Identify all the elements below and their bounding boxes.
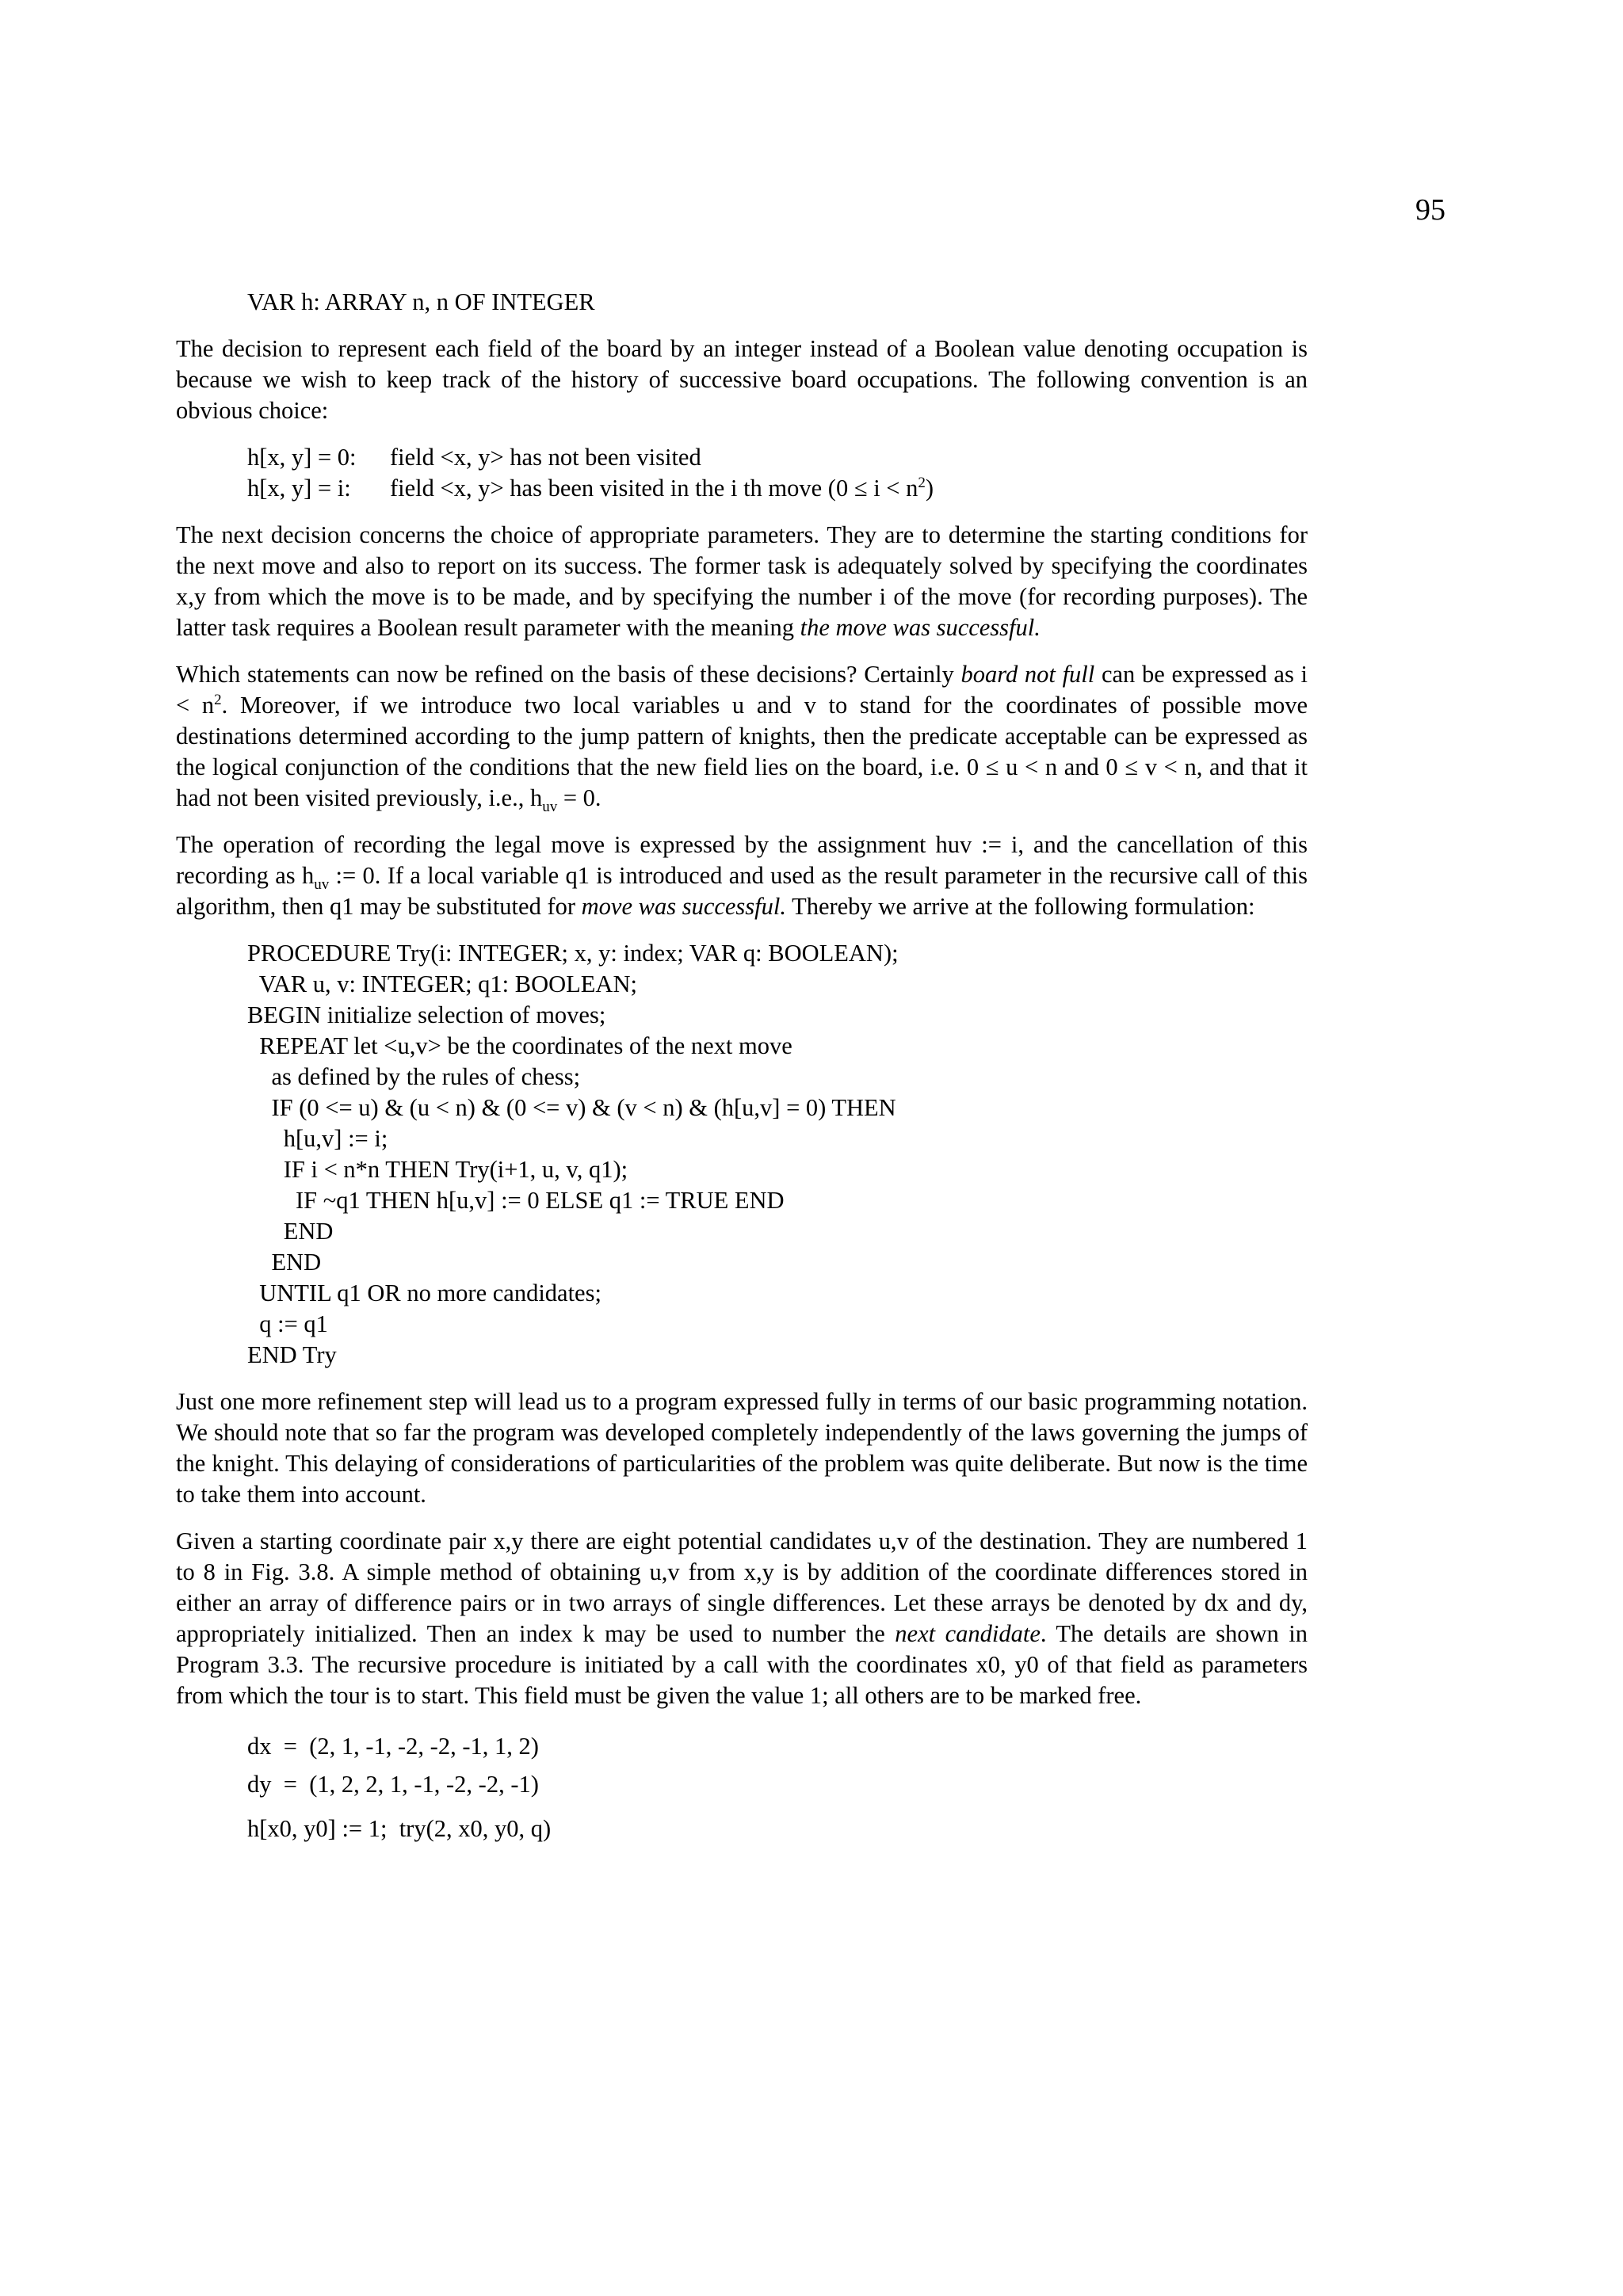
text-run: The next decision concerns the choice of appropriate parameters. They are to determine the starting conditions for the next move and also to report on its success. The former task is adequately solved by specifying the coordinates x,y from which the move is to be made, and by specifying the number i of the move (for recording purposes). The latter task requires a Boolean result parameter with the meaning xyxy=(176,521,1308,641)
text-run: The operation of recording the legal move is expressed by the assignment huv := i, and the cancellation of this recording as h xyxy=(176,831,1308,889)
dy-array: dy = (1, 2, 2, 1, -1, -2, -2, -1) xyxy=(247,1771,539,1798)
convention-list xyxy=(176,442,1308,504)
code-line: IF ~q1 THEN h[u,v] := 0 ELSE q1 := TRUE END xyxy=(247,1187,785,1214)
paragraph-parameters xyxy=(176,520,1308,643)
code-line: UNTIL q1 OR no more candidates; xyxy=(247,1280,601,1306)
text-run: . Moreover, if we introduce two local variables u and v to stand for the coordinates of possible move destinations determined according to the jump pattern of knights, then the predicate acceptable can be expressed as the logical conjunction of the conditions that the new field lies on the board, i.e. 0 ≤ u < n and 0 ≤ v < n, and that it had not been visited previously, i.e., h xyxy=(176,692,1308,811)
code-line: END xyxy=(247,1218,334,1245)
text-run: Given a starting coordinate pair x,y there are eight potential candidates u,v of the destination. They are numbered 1 to 8 in Fig. 3.8. A simple method of obtaining u,v from x,y is by addition of the coordinate differences stored in either an array of difference pairs or in two arrays of single differences. Let these arrays be denoted by dx and dy, appropriately initialized. Then an index k may be used to number the xyxy=(176,1527,1308,1647)
text-run: can be expressed as i < n xyxy=(176,661,1308,719)
code-line: BEGIN initialize selection of moves; xyxy=(247,1001,606,1028)
code-line: h[u,v] := i; xyxy=(247,1125,388,1152)
convention-lhs: h[x, y] = i: xyxy=(247,475,351,502)
init-call: h[x0, y0] := 1; try(2, x0, y0, q) xyxy=(247,1815,552,1842)
code-line: END xyxy=(247,1249,322,1276)
convention-row xyxy=(247,473,1308,504)
code-line: IF (0 <= u) & (u < n) & (0 <= v) & (v < n) & (h[u,v] = 0) THEN xyxy=(247,1094,896,1121)
code-block xyxy=(176,938,1308,1371)
dx-array: dx = (2, 1, -1, -2, -2, -1, 1, 2) xyxy=(247,1733,539,1760)
code-line: PROCEDURE Try(i: INTEGER; x, y: index; VAR q: BOOLEAN); xyxy=(247,940,899,967)
text-run: Which statements can now be refined on the basis of these decisions? Certainly xyxy=(176,661,961,688)
code-line: q := q1 xyxy=(247,1310,328,1337)
page-content xyxy=(176,287,1308,1848)
page-number: 95 xyxy=(1415,193,1445,227)
code-line: REPEAT let <u,v> be the coordinates of the next move xyxy=(247,1032,792,1059)
superscript: 2 xyxy=(918,474,926,491)
subscript: uv xyxy=(314,876,330,894)
italic-text: next candidate xyxy=(895,1620,1041,1647)
text-run: := 0. If a local variable q1 is introduced and used as the result parameter in the recursive call of this algorithm, then q1 may be substituted for xyxy=(176,862,1308,920)
convention-rhs-text: field <x, y> has been visited in the i th move (0 ≤ i < n xyxy=(390,475,918,502)
paragraph-refinement xyxy=(176,659,1308,814)
code-line: IF i < n*n THEN Try(i+1, u, v, q1); xyxy=(247,1156,628,1183)
array-declaration: VAR h: ARRAY n, n OF INTEGER xyxy=(247,288,595,315)
difference-arrays xyxy=(176,1727,1308,1803)
code-line: as defined by the rules of chess; xyxy=(247,1063,581,1090)
paragraph-recording xyxy=(176,830,1308,922)
italic-text: board not full xyxy=(960,661,1095,688)
paragraph-candidates xyxy=(176,1526,1308,1711)
subscript: uv xyxy=(542,799,558,816)
italic-text: the move was successful. xyxy=(800,614,1041,641)
convention-rhs xyxy=(390,473,934,504)
paragraph-knight-laws: Just one more refinement step will lead us to a program expressed fully in terms of our basic programming notation. We should note that so far the program was developed completely independently of the laws governing the jumps of the knight. This delaying of considerations of particularities of the problem was quite deliberate. But now is the time to take them into account. xyxy=(176,1388,1308,1508)
convention-lhs: h[x, y] = 0: xyxy=(247,444,357,471)
paragraph-representation: The decision to represent each field of the board by an integer instead of a Boolean value denoting occupation is because we wish to keep track of the history of successive board occupations. The following convention is an obvious choice: xyxy=(176,335,1308,424)
text-run: Thereby we arrive at the following formulation: xyxy=(786,893,1255,920)
superscript: 2 xyxy=(214,691,222,708)
convention-rhs-text: ) xyxy=(925,475,934,502)
convention-rhs: field <x, y> has not been visited xyxy=(390,444,701,471)
italic-text: move was successful. xyxy=(581,893,786,920)
code-line: VAR u, v: INTEGER; q1: BOOLEAN; xyxy=(247,971,637,997)
text-run: . The details are shown in Program 3.3. The recursive procedure is initiated by a call with the coordinates x0, y0 of that field as parameters from which the tour is to start. This field must be given the value 1; all others are to be marked free. xyxy=(176,1620,1308,1709)
text-run: = 0. xyxy=(557,784,601,811)
convention-row xyxy=(247,442,1308,473)
code-line: END Try xyxy=(247,1341,337,1368)
